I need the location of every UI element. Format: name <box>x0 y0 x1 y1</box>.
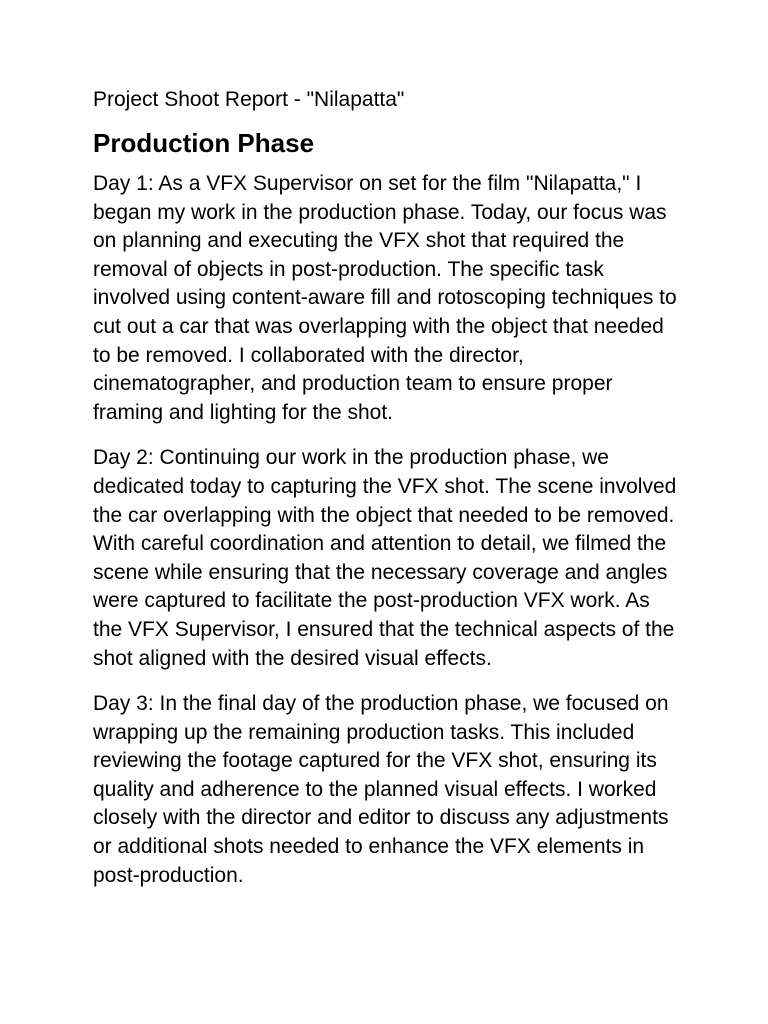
paragraph-day-3: Day 3: In the final day of the production phase, we focused on wrapping up the remaining production tasks. This included reviewing the footage captured for the VFX shot, ensuring its quality and adherence to the planned visual effects. I worked closely with the director and editor to discuss any adjustments or additional shots needed to enhance the VFX elements in post-production. <box>93 692 669 887</box>
section-heading: Production Phase <box>93 128 315 158</box>
paragraph-day-1: Day 1: As a VFX Supervisor on set for the film "Nilapatta," I began my work in the production phase. Today, our focus was on planning and executing the VFX shot that required the removal of objects in post-production. The specific task involved using content-aware fill and rotoscoping techniques to cut out a car that was overlapping with the object that needed to be removed. I collaborated with the director, cinematographer, and production team to ensure proper framing and lighting for the shot. <box>93 172 677 424</box>
document-page <box>93 86 683 907</box>
document-title: Project Shoot Report - "Nilapatta" <box>93 88 405 111</box>
paragraph-day-2: Day 2: Continuing our work in the production phase, we dedicated today to capturing the VFX shot. The scene involved the car overlapping with the object that needed to be removed. With careful coordination and attention to detail, we filmed the scene while ensuring that the necessary coverage and angles were captured to facilitate the post-production VFX work. As the VFX Supervisor, I ensured that the technical aspects of the shot aligned with the desired visual effects. <box>93 446 677 670</box>
